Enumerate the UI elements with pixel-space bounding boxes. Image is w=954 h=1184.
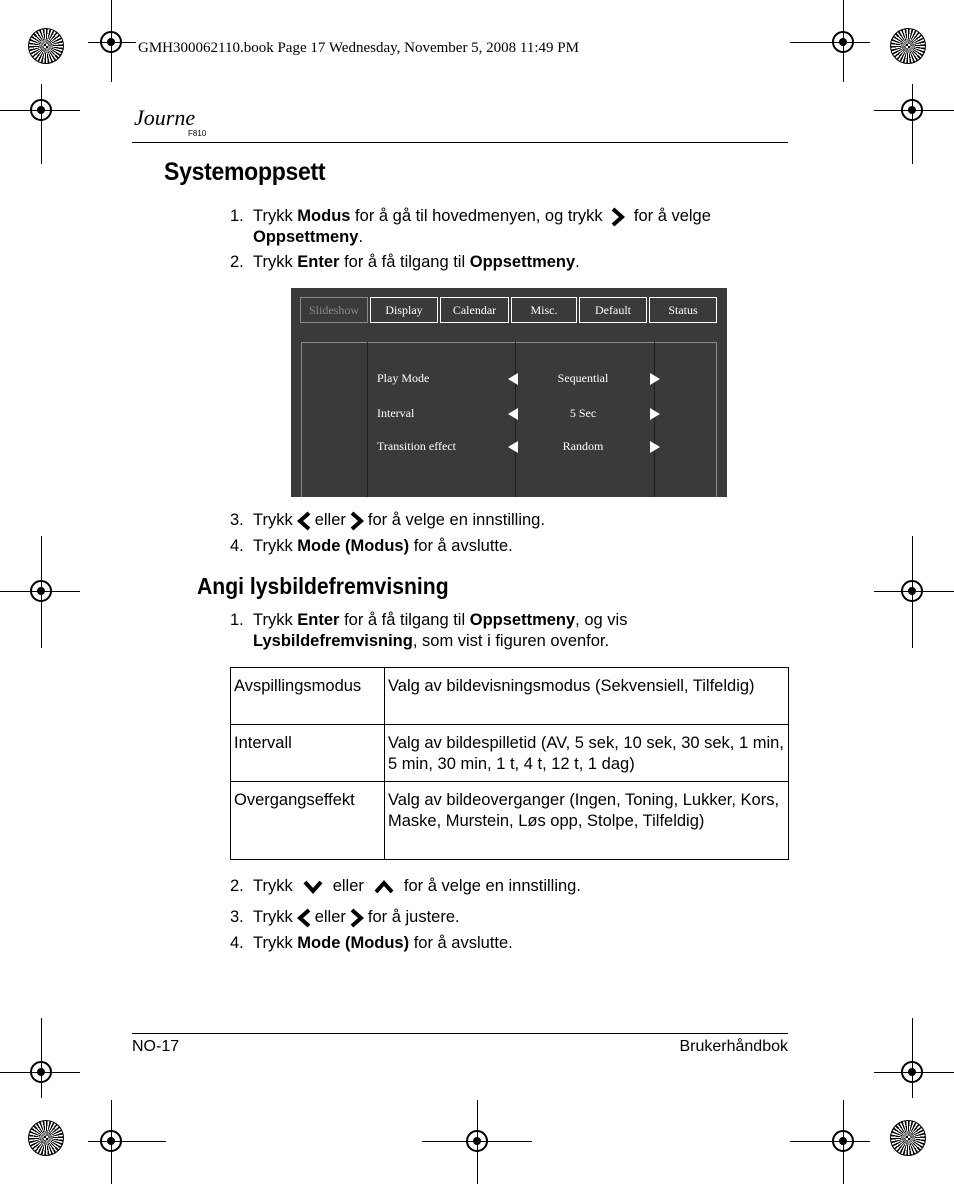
table-cell-desc: Valg av bildeoverganger (Ingen, Toning, Lukker, Kors, Maske, Murstein, Løs opp, Stolpe, Tilfeldig) [385, 782, 789, 860]
setting-value-transition: Random [562, 439, 604, 453]
registration-mark [100, 1130, 122, 1152]
table-cell-desc: Valg av bildespilletid (AV, 5 sek, 10 sek, 30 sek, 1 min, 5 min, 30 min, 1 t, 4 t, 12 t, 1 dag) [385, 725, 789, 782]
sunburst-mark-tr [890, 28, 926, 64]
section-title: Systemoppsett [164, 158, 326, 186]
setting-value-interval: 5 Sec [569, 406, 597, 420]
sunburst-mark-bl [28, 1120, 64, 1156]
tab-default[interactable]: Default [579, 297, 647, 323]
header-rule [132, 142, 788, 143]
tab-misc[interactable]: Misc. [511, 297, 577, 323]
table-row [231, 725, 789, 782]
registration-mark [832, 1130, 854, 1152]
manual-name: Brukerhåndbok [679, 1038, 788, 1055]
sunburst-mark-tl [28, 28, 64, 64]
book-file-info: GMH300062110.book Page 17 Wednesday, November 5, 2008 11:49 PM [138, 40, 579, 56]
registration-mark [100, 31, 122, 53]
table-cell-desc: Valg av bildevisningsmodus (Sekvensiell, Tilfeldig) [385, 668, 789, 725]
chevron-left-icon [297, 511, 311, 531]
left-arrow-icon[interactable] [508, 441, 518, 453]
left-arrow-icon[interactable] [508, 408, 518, 420]
setting-label-transition: Transition effect [377, 439, 456, 453]
chevron-right-icon [611, 207, 625, 227]
registration-mark [466, 1130, 488, 1152]
registration-mark [30, 580, 52, 602]
right-arrow-icon[interactable] [650, 408, 660, 420]
page-number: NO-17 [132, 1038, 180, 1055]
settings-table [230, 667, 789, 860]
logo-model: F810 [188, 129, 207, 138]
registration-mark [30, 99, 52, 121]
registration-mark [901, 1061, 923, 1083]
table-cell-term: Intervall [231, 725, 385, 782]
registration-mark [832, 31, 854, 53]
registration-mark [30, 1061, 52, 1083]
table-cell-term: Overgangseffekt [231, 782, 385, 860]
chevron-right-icon [350, 908, 364, 928]
journe-logo: Journe [134, 105, 196, 130]
right-arrow-icon[interactable] [650, 373, 660, 385]
table-row [231, 668, 789, 725]
setting-label-interval: Interval [377, 406, 415, 420]
right-arrow-icon[interactable] [650, 441, 660, 453]
chevron-right-icon [350, 511, 364, 531]
setting-value-play-mode: Sequential [557, 371, 609, 385]
table-row [231, 782, 789, 860]
setting-label-play-mode: Play Mode [377, 371, 430, 385]
tab-status[interactable]: Status [649, 297, 717, 323]
section-title: Angi lysbildefremvisning [197, 573, 449, 599]
chevron-up-icon [374, 880, 394, 894]
registration-mark [901, 99, 923, 121]
tab-display[interactable]: Display [370, 297, 438, 323]
left-arrow-icon[interactable] [508, 373, 518, 385]
tab-slideshow[interactable]: Slideshow [300, 297, 368, 323]
registration-mark [901, 580, 923, 602]
footer-rule [132, 1033, 788, 1034]
setup-menu-screenshot [291, 288, 727, 497]
table-cell-term: Avspillingsmodus [231, 668, 385, 725]
chevron-down-icon [303, 880, 323, 894]
sunburst-mark-br [890, 1120, 926, 1156]
chevron-left-icon [297, 908, 311, 928]
tab-calendar[interactable]: Calendar [440, 297, 509, 323]
